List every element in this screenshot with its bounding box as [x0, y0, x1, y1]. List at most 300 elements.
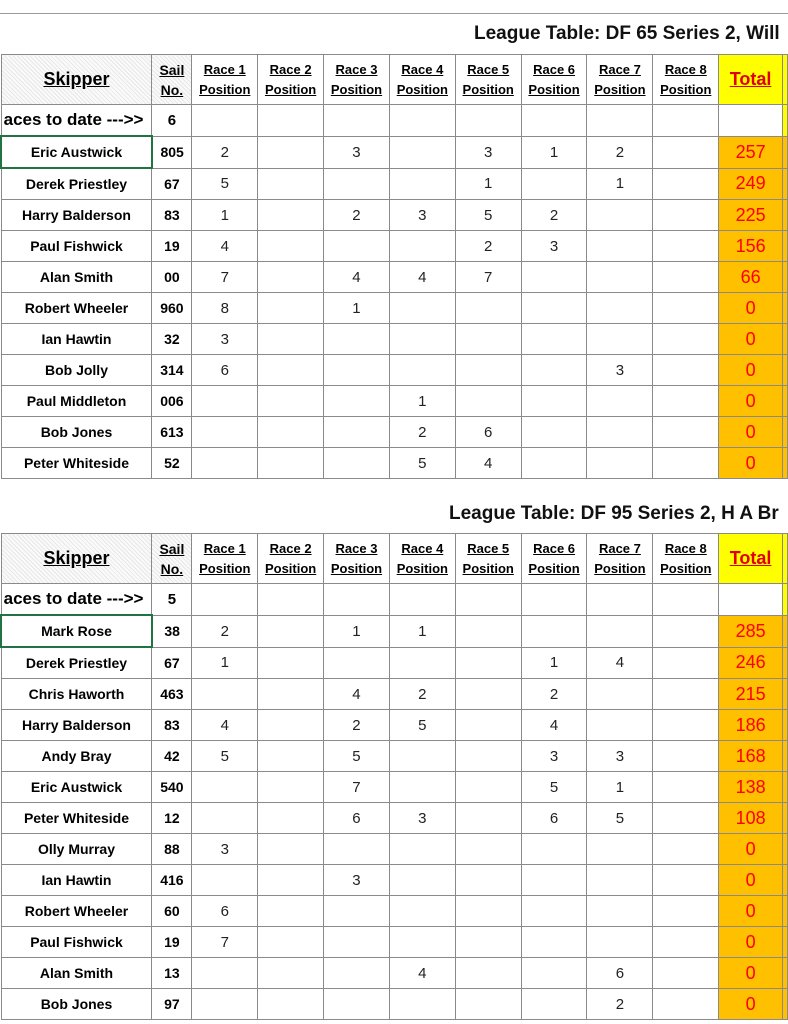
skipper-name-cell[interactable]: Paul Fishwick [1, 231, 152, 262]
race-8-position-cell[interactable] [653, 927, 719, 958]
race-3-position-cell[interactable] [324, 324, 390, 355]
sail-number-cell[interactable]: 12 [152, 803, 192, 834]
race-6-position-cell[interactable] [521, 168, 587, 200]
race-7-header[interactable] [587, 534, 653, 584]
skipper-name-cell[interactable]: Harry Balderson [1, 710, 152, 741]
race-2-position-cell[interactable] [258, 927, 324, 958]
total-points-cell[interactable]: 0 [719, 448, 783, 479]
sail-number-cell[interactable]: 416 [152, 865, 192, 896]
total-points-cell[interactable]: 0 [719, 927, 783, 958]
sail-number-cell[interactable]: 97 [152, 989, 192, 1020]
race-2-position-cell[interactable] [258, 896, 324, 927]
sail-number-cell[interactable]: 38 [152, 615, 192, 647]
race-7-position-cell[interactable] [587, 927, 653, 958]
race-1-position-cell[interactable] [192, 679, 258, 710]
race-6-position-cell[interactable] [521, 417, 587, 448]
race-2-position-cell[interactable] [258, 647, 324, 679]
sail-number-cell[interactable]: 19 [152, 927, 192, 958]
sail-number-cell[interactable]: 67 [152, 168, 192, 200]
race-4-position-cell[interactable]: 5 [389, 448, 455, 479]
total-points-cell[interactable]: 0 [719, 355, 783, 386]
race-6-position-cell[interactable]: 6 [521, 803, 587, 834]
empty-cell[interactable] [258, 105, 324, 137]
skipper-name-cell[interactable]: Bob Jolly [1, 355, 152, 386]
race-5-position-cell[interactable]: 7 [455, 262, 521, 293]
race-5-position-cell[interactable] [455, 710, 521, 741]
race-5-position-cell[interactable] [455, 958, 521, 989]
race-6-position-cell[interactable]: 1 [521, 136, 587, 168]
race-7-position-cell[interactable]: 2 [587, 989, 653, 1020]
next-column-cell[interactable] [782, 679, 787, 710]
empty-cell[interactable] [587, 584, 653, 616]
race-4-position-cell[interactable] [389, 168, 455, 200]
race-7-position-cell[interactable] [587, 200, 653, 231]
skipper-name-cell[interactable]: Paul Fishwick [1, 927, 152, 958]
skipper-header[interactable]: Skipper [1, 534, 152, 584]
skipper-name-cell[interactable]: Robert Wheeler [1, 896, 152, 927]
sail-number-cell[interactable]: 463 [152, 679, 192, 710]
next-column-cell[interactable] [782, 534, 787, 584]
next-column-cell[interactable] [782, 989, 787, 1020]
race-8-position-cell[interactable] [653, 803, 719, 834]
empty-cell[interactable] [521, 105, 587, 137]
next-column-cell[interactable] [782, 355, 787, 386]
race-7-position-cell[interactable] [587, 262, 653, 293]
race-4-position-cell[interactable]: 1 [389, 386, 455, 417]
race-3-position-cell[interactable]: 6 [324, 803, 390, 834]
race-3-position-cell[interactable]: 4 [324, 679, 390, 710]
sail-number-cell[interactable]: 00 [152, 262, 192, 293]
race-1-position-cell[interactable] [192, 958, 258, 989]
race-7-position-cell[interactable] [587, 386, 653, 417]
total-points-cell[interactable]: 0 [719, 865, 783, 896]
race-1-position-cell[interactable]: 4 [192, 231, 258, 262]
race-6-position-cell[interactable] [521, 355, 587, 386]
race-7-position-cell[interactable]: 3 [587, 355, 653, 386]
race-4-position-cell[interactable] [389, 647, 455, 679]
empty-cell[interactable] [455, 584, 521, 616]
race-4-header[interactable] [389, 534, 455, 584]
race-8-position-cell[interactable] [653, 679, 719, 710]
total-points-cell[interactable]: 0 [719, 989, 783, 1020]
race-1-position-cell[interactable]: 7 [192, 927, 258, 958]
race-8-position-cell[interactable] [653, 865, 719, 896]
race-1-position-cell[interactable]: 3 [192, 324, 258, 355]
race-5-position-cell[interactable] [455, 386, 521, 417]
total-points-cell[interactable]: 0 [719, 324, 783, 355]
race-7-position-cell[interactable] [587, 293, 653, 324]
race-7-position-cell[interactable]: 6 [587, 958, 653, 989]
skipper-name-cell[interactable]: Bob Jones [1, 417, 152, 448]
skipper-name-cell[interactable]: Paul Middleton [1, 386, 152, 417]
race-1-position-cell[interactable] [192, 772, 258, 803]
race-7-header[interactable] [587, 55, 653, 105]
next-column-cell[interactable] [782, 324, 787, 355]
skipper-name-cell[interactable]: Alan Smith [1, 958, 152, 989]
race-6-position-cell[interactable] [521, 865, 587, 896]
race-2-position-cell[interactable] [258, 386, 324, 417]
total-points-cell[interactable]: 0 [719, 834, 783, 865]
race-8-position-cell[interactable] [653, 386, 719, 417]
race-2-position-cell[interactable] [258, 324, 324, 355]
race-2-position-cell[interactable] [258, 200, 324, 231]
skipper-name-cell[interactable]: Ian Hawtin [1, 865, 152, 896]
race-4-position-cell[interactable] [389, 741, 455, 772]
empty-cell[interactable] [324, 105, 390, 137]
race-2-position-cell[interactable] [258, 803, 324, 834]
race-2-position-cell[interactable] [258, 231, 324, 262]
skipper-name-cell[interactable]: Chris Haworth [1, 679, 152, 710]
total-points-cell[interactable]: 108 [719, 803, 783, 834]
next-column-cell[interactable] [782, 136, 787, 168]
sail-number-cell[interactable]: 805 [152, 136, 192, 168]
skipper-name-cell[interactable]: Ian Hawtin [1, 324, 152, 355]
race-3-position-cell[interactable]: 1 [324, 293, 390, 324]
total-points-cell[interactable]: 168 [719, 741, 783, 772]
race-3-position-cell[interactable] [324, 448, 390, 479]
race-8-position-cell[interactable] [653, 293, 719, 324]
race-7-position-cell[interactable] [587, 896, 653, 927]
races-to-date-value[interactable]: 6 [152, 105, 192, 137]
next-column-cell[interactable] [782, 927, 787, 958]
race-6-position-cell[interactable]: 2 [521, 200, 587, 231]
empty-cell[interactable] [719, 584, 783, 616]
race-4-position-cell[interactable]: 5 [389, 710, 455, 741]
empty-cell[interactable] [587, 105, 653, 137]
race-3-position-cell[interactable] [324, 896, 390, 927]
race-5-header[interactable] [455, 534, 521, 584]
total-points-cell[interactable]: 0 [719, 293, 783, 324]
race-3-position-cell[interactable]: 3 [324, 136, 390, 168]
race-8-position-cell[interactable] [653, 741, 719, 772]
total-points-cell[interactable]: 138 [719, 772, 783, 803]
race-1-position-cell[interactable] [192, 803, 258, 834]
sail-number-cell[interactable]: 19 [152, 231, 192, 262]
race-2-position-cell[interactable] [258, 136, 324, 168]
sail-number-cell[interactable]: 960 [152, 293, 192, 324]
sail-number-cell[interactable]: 540 [152, 772, 192, 803]
race-4-position-cell[interactable] [389, 989, 455, 1020]
race-4-position-cell[interactable]: 3 [389, 803, 455, 834]
sail-number-cell[interactable]: 613 [152, 417, 192, 448]
race-3-header[interactable] [324, 55, 390, 105]
skipper-name-cell[interactable]: Bob Jones [1, 989, 152, 1020]
race-1-position-cell[interactable] [192, 448, 258, 479]
total-points-cell[interactable]: 249 [719, 168, 783, 200]
race-3-position-cell[interactable]: 4 [324, 262, 390, 293]
race-8-position-cell[interactable] [653, 647, 719, 679]
race-3-header[interactable] [324, 534, 390, 584]
race-8-position-cell[interactable] [653, 136, 719, 168]
race-2-position-cell[interactable] [258, 989, 324, 1020]
race-7-position-cell[interactable] [587, 231, 653, 262]
next-column-cell[interactable] [782, 865, 787, 896]
empty-cell[interactable] [258, 584, 324, 616]
race-1-position-cell[interactable]: 4 [192, 710, 258, 741]
race-8-position-cell[interactable] [653, 200, 719, 231]
skipper-name-cell[interactable]: Andy Bray [1, 741, 152, 772]
race-1-position-cell[interactable]: 6 [192, 355, 258, 386]
race-4-position-cell[interactable]: 2 [389, 679, 455, 710]
empty-cell[interactable] [324, 584, 390, 616]
race-3-position-cell[interactable] [324, 231, 390, 262]
race-1-position-cell[interactable]: 8 [192, 293, 258, 324]
empty-cell[interactable] [653, 105, 719, 137]
empty-cell[interactable] [719, 105, 783, 137]
total-header[interactable]: Total [719, 55, 783, 105]
race-8-position-cell[interactable] [653, 324, 719, 355]
race-8-position-cell[interactable] [653, 355, 719, 386]
race-6-header[interactable] [521, 534, 587, 584]
next-column-cell[interactable] [782, 55, 787, 105]
sail-number-cell[interactable]: 42 [152, 741, 192, 772]
skipper-name-cell[interactable]: Alan Smith [1, 262, 152, 293]
race-1-position-cell[interactable]: 5 [192, 741, 258, 772]
race-4-position-cell[interactable] [389, 324, 455, 355]
race-3-position-cell[interactable]: 1 [324, 615, 390, 647]
race-5-position-cell[interactable] [455, 324, 521, 355]
race-4-position-cell[interactable]: 4 [389, 262, 455, 293]
next-column-cell[interactable] [782, 200, 787, 231]
next-column-cell[interactable] [782, 293, 787, 324]
race-6-position-cell[interactable] [521, 958, 587, 989]
race-4-position-cell[interactable] [389, 927, 455, 958]
next-column-cell[interactable] [782, 231, 787, 262]
race-1-position-cell[interactable]: 5 [192, 168, 258, 200]
race-1-position-cell[interactable]: 6 [192, 896, 258, 927]
skipper-header[interactable]: Skipper [1, 55, 152, 105]
race-8-position-cell[interactable] [653, 615, 719, 647]
race-8-header[interactable] [653, 55, 719, 105]
race-3-position-cell[interactable] [324, 927, 390, 958]
empty-cell[interactable] [521, 584, 587, 616]
race-4-position-cell[interactable] [389, 834, 455, 865]
race-5-position-cell[interactable]: 6 [455, 417, 521, 448]
race-2-position-cell[interactable] [258, 865, 324, 896]
race-5-position-cell[interactable]: 1 [455, 168, 521, 200]
race-6-position-cell[interactable] [521, 448, 587, 479]
race-2-position-cell[interactable] [258, 168, 324, 200]
race-4-position-cell[interactable]: 3 [389, 200, 455, 231]
race-1-position-cell[interactable] [192, 989, 258, 1020]
sail-number-cell[interactable]: 13 [152, 958, 192, 989]
race-7-position-cell[interactable] [587, 324, 653, 355]
skipper-name-cell[interactable]: Derek Priestley [1, 168, 152, 200]
race-1-position-cell[interactable] [192, 417, 258, 448]
race-5-position-cell[interactable] [455, 834, 521, 865]
race-1-position-cell[interactable] [192, 865, 258, 896]
skipper-name-cell[interactable]: Harry Balderson [1, 200, 152, 231]
race-4-position-cell[interactable]: 2 [389, 417, 455, 448]
skipper-name-cell[interactable]: Derek Priestley [1, 647, 152, 679]
race-7-position-cell[interactable]: 1 [587, 772, 653, 803]
next-column-cell[interactable] [782, 772, 787, 803]
total-points-cell[interactable]: 0 [719, 896, 783, 927]
race-5-position-cell[interactable] [455, 865, 521, 896]
race-8-position-cell[interactable] [653, 448, 719, 479]
race-7-position-cell[interactable]: 2 [587, 136, 653, 168]
race-3-position-cell[interactable] [324, 417, 390, 448]
next-column-cell[interactable] [782, 834, 787, 865]
race-8-position-cell[interactable] [653, 417, 719, 448]
race-5-position-cell[interactable] [455, 647, 521, 679]
next-column-cell[interactable] [782, 647, 787, 679]
race-2-position-cell[interactable] [258, 741, 324, 772]
race-8-header[interactable] [653, 534, 719, 584]
sail-number-cell[interactable]: 006 [152, 386, 192, 417]
next-column-cell[interactable] [782, 710, 787, 741]
race-7-position-cell[interactable] [587, 417, 653, 448]
empty-cell[interactable] [192, 105, 258, 137]
total-points-cell[interactable]: 186 [719, 710, 783, 741]
race-7-position-cell[interactable] [587, 834, 653, 865]
race-7-position-cell[interactable] [587, 679, 653, 710]
race-3-position-cell[interactable] [324, 647, 390, 679]
race-8-position-cell[interactable] [653, 262, 719, 293]
race-2-position-cell[interactable] [258, 958, 324, 989]
race-4-header[interactable] [389, 55, 455, 105]
total-points-cell[interactable]: 285 [719, 615, 783, 647]
race-2-header[interactable] [258, 534, 324, 584]
race-1-position-cell[interactable]: 1 [192, 647, 258, 679]
next-column-cell[interactable] [782, 958, 787, 989]
race-1-header[interactable] [192, 534, 258, 584]
race-1-header[interactable] [192, 55, 258, 105]
sail-number-cell[interactable]: 88 [152, 834, 192, 865]
race-3-position-cell[interactable]: 7 [324, 772, 390, 803]
race-6-position-cell[interactable]: 3 [521, 741, 587, 772]
race-2-position-cell[interactable] [258, 772, 324, 803]
race-5-position-cell[interactable]: 5 [455, 200, 521, 231]
race-3-position-cell[interactable] [324, 355, 390, 386]
race-5-position-cell[interactable] [455, 896, 521, 927]
race-8-position-cell[interactable] [653, 231, 719, 262]
race-6-position-cell[interactable]: 1 [521, 647, 587, 679]
race-6-position-cell[interactable]: 2 [521, 679, 587, 710]
skipper-name-cell[interactable]: Robert Wheeler [1, 293, 152, 324]
race-5-position-cell[interactable]: 3 [455, 136, 521, 168]
sail-number-cell[interactable]: 83 [152, 710, 192, 741]
race-6-position-cell[interactable] [521, 834, 587, 865]
race-8-position-cell[interactable] [653, 989, 719, 1020]
race-7-position-cell[interactable] [587, 710, 653, 741]
sail-number-cell[interactable]: 52 [152, 448, 192, 479]
race-8-position-cell[interactable] [653, 168, 719, 200]
race-3-position-cell[interactable]: 3 [324, 865, 390, 896]
empty-cell[interactable] [389, 584, 455, 616]
race-3-position-cell[interactable] [324, 386, 390, 417]
next-column-cell[interactable] [782, 262, 787, 293]
next-column-cell[interactable] [782, 584, 787, 616]
skipper-name-cell[interactable]: Olly Murray [1, 834, 152, 865]
race-5-position-cell[interactable] [455, 293, 521, 324]
race-8-position-cell[interactable] [653, 710, 719, 741]
race-5-position-cell[interactable]: 2 [455, 231, 521, 262]
race-4-position-cell[interactable]: 4 [389, 958, 455, 989]
empty-cell[interactable] [192, 584, 258, 616]
race-7-position-cell[interactable]: 5 [587, 803, 653, 834]
race-2-position-cell[interactable] [258, 355, 324, 386]
race-6-position-cell[interactable] [521, 386, 587, 417]
sail-number-cell[interactable]: 60 [152, 896, 192, 927]
race-6-position-cell[interactable] [521, 989, 587, 1020]
race-6-position-cell[interactable] [521, 896, 587, 927]
races-to-date-label[interactable]: aces to date --->> [1, 105, 152, 137]
race-7-position-cell[interactable]: 1 [587, 168, 653, 200]
total-header[interactable]: Total [719, 534, 783, 584]
sail-no-header[interactable] [152, 55, 192, 105]
skipper-name-cell[interactable]: Peter Whiteside [1, 448, 152, 479]
race-7-position-cell[interactable]: 4 [587, 647, 653, 679]
race-4-position-cell[interactable] [389, 772, 455, 803]
races-to-date-value[interactable]: 5 [152, 584, 192, 616]
race-2-position-cell[interactable] [258, 417, 324, 448]
race-6-position-cell[interactable] [521, 927, 587, 958]
next-column-cell[interactable] [782, 168, 787, 200]
race-3-position-cell[interactable]: 2 [324, 710, 390, 741]
race-5-position-cell[interactable] [455, 772, 521, 803]
race-1-position-cell[interactable]: 2 [192, 615, 258, 647]
race-2-position-cell[interactable] [258, 679, 324, 710]
race-8-position-cell[interactable] [653, 772, 719, 803]
race-8-position-cell[interactable] [653, 834, 719, 865]
total-points-cell[interactable]: 246 [719, 647, 783, 679]
race-7-position-cell[interactable] [587, 615, 653, 647]
race-3-position-cell[interactable]: 5 [324, 741, 390, 772]
race-1-position-cell[interactable]: 7 [192, 262, 258, 293]
race-4-position-cell[interactable] [389, 355, 455, 386]
skipper-name-cell[interactable]: Eric Austwick [1, 772, 152, 803]
race-8-position-cell[interactable] [653, 896, 719, 927]
race-2-position-cell[interactable] [258, 834, 324, 865]
race-1-position-cell[interactable]: 2 [192, 136, 258, 168]
race-2-position-cell[interactable] [258, 710, 324, 741]
race-5-position-cell[interactable] [455, 355, 521, 386]
race-5-position-cell[interactable] [455, 927, 521, 958]
sail-number-cell[interactable]: 314 [152, 355, 192, 386]
empty-cell[interactable] [389, 105, 455, 137]
sail-number-cell[interactable]: 83 [152, 200, 192, 231]
race-3-position-cell[interactable] [324, 989, 390, 1020]
race-2-position-cell[interactable] [258, 448, 324, 479]
race-6-position-cell[interactable]: 4 [521, 710, 587, 741]
total-points-cell[interactable]: 0 [719, 417, 783, 448]
race-6-position-cell[interactable] [521, 262, 587, 293]
total-points-cell[interactable]: 225 [719, 200, 783, 231]
race-2-header[interactable] [258, 55, 324, 105]
race-1-position-cell[interactable]: 1 [192, 200, 258, 231]
race-4-position-cell[interactable] [389, 293, 455, 324]
next-column-cell[interactable] [782, 896, 787, 927]
race-4-position-cell[interactable] [389, 865, 455, 896]
next-column-cell[interactable] [782, 741, 787, 772]
race-7-position-cell[interactable] [587, 865, 653, 896]
races-to-date-label[interactable]: aces to date --->> [1, 584, 152, 616]
total-points-cell[interactable]: 66 [719, 262, 783, 293]
race-6-position-cell[interactable] [521, 615, 587, 647]
race-6-position-cell[interactable] [521, 293, 587, 324]
sail-number-cell[interactable]: 32 [152, 324, 192, 355]
race-5-position-cell[interactable] [455, 989, 521, 1020]
race-4-position-cell[interactable]: 1 [389, 615, 455, 647]
total-points-cell[interactable]: 257 [719, 136, 783, 168]
total-points-cell[interactable]: 0 [719, 958, 783, 989]
race-1-position-cell[interactable]: 3 [192, 834, 258, 865]
next-column-cell[interactable] [782, 417, 787, 448]
next-column-cell[interactable] [782, 615, 787, 647]
race-6-position-cell[interactable]: 3 [521, 231, 587, 262]
next-column-cell[interactable] [782, 386, 787, 417]
